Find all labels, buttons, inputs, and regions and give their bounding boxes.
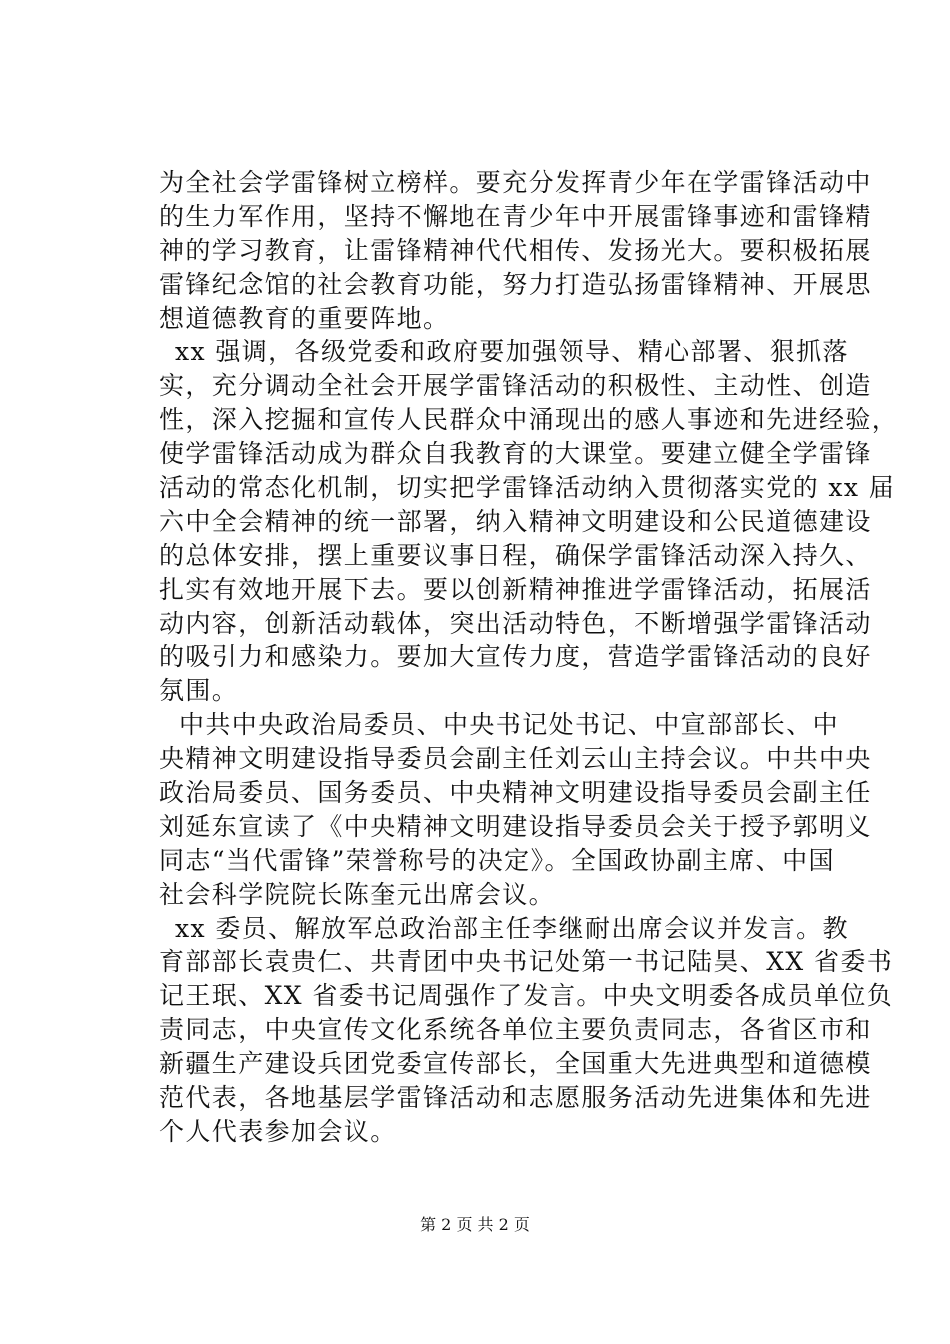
text-line: 扎实有效地开展下去。要以创新精神推进学雷锋活动，拓展活: [159, 574, 872, 604]
text-line: 雷锋纪念馆的社会教育功能，努力打造弘扬雷锋精神、开展思: [159, 269, 872, 299]
text-line: 的吸引力和感染力。要加大宣传力度，营造学雷锋活动的良好: [159, 642, 872, 672]
text-line: 记王珉、XX 省委书记周强作了发言。中央文明委各成员单位负: [159, 981, 894, 1011]
text-line: 想道德教育的重要阵地。: [159, 303, 450, 333]
text-line: 实，充分调动全社会开展学雷锋活动的积极性、主动性、创造: [159, 371, 872, 401]
paragraph-start-line: xx 委员、解放军总政治部主任李继耐出席会议并发言。教: [175, 913, 849, 943]
text-line: 六中全会精神的统一部署，纳入精神文明建设和公民道德建设: [159, 506, 872, 536]
text-line: 的总体安排，摆上重要议事日程，确保学雷锋活动深入持久、: [159, 540, 872, 570]
text-line: 氛围。: [159, 676, 239, 706]
paragraph-start-line: 中共中央政治局委员、中央书记处书记、中宣部部长、中: [179, 710, 840, 740]
text-line: 个人代表参加会议。: [159, 1116, 397, 1146]
text-line: 为全社会学雷锋树立榜样。要充分发挥青少年在学雷锋活动中: [159, 168, 872, 197]
text-line: 育部部长袁贵仁、共青团中央书记处第一书记陆昊、XX 省委书: [159, 947, 894, 977]
text-line: 性，深入挖掘和宣传人民群众中涌现出的感人事迹和先进经验，: [159, 405, 899, 435]
text-line: 责同志，中央宣传文化系统各单位主要负责同志，各省区市和: [159, 1015, 872, 1045]
text-line: 动内容，创新活动载体，突出活动特色，不断增强学雷锋活动: [159, 608, 872, 638]
text-line: 政治局委员、国务委员、中央精神文明建设指导委员会副主任: [159, 778, 872, 808]
page-number: 第 2 页 共 2 页: [420, 1215, 530, 1234]
text-line: 的生力军作用，坚持不懈地在青少年中开展雷锋事迹和雷锋精: [159, 201, 872, 231]
text-line: 新疆生产建设兵团党委宣传部长，全国重大先进典型和道德模: [159, 1049, 872, 1079]
text-line: 社会科学院院长陈奎元出席会议。: [159, 879, 556, 909]
text-line: 使学雷锋活动成为群众自我教育的大课堂。要建立健全学雷锋: [159, 439, 872, 469]
text-line: 同志“当代雷锋”荣誉称号的决定》。全国政协副主席、中国: [159, 845, 835, 875]
page-footer: [0, 1215, 950, 1235]
text-line: 范代表，各地基层学雷锋活动和志愿服务活动先进集体和先进: [159, 1083, 872, 1113]
text-line: 刘延东宣读了《中央精神文明建设指导委员会关于授予郭明义: [159, 811, 872, 841]
paragraph-start-line: xx 强调，各级党委和政府要加强领导、精心部署、狠抓落: [175, 337, 849, 367]
document-body: [159, 166, 899, 1149]
text-line: 活动的常态化机制，切实把学雷锋活动纳入贯彻落实党的 xx 届: [159, 473, 896, 503]
text-line: 央精神文明建设指导委员会副主任刘云山主持会议。中共中央: [159, 744, 872, 774]
text-line: 神的学习教育，让雷锋精神代代相传、发扬光大。要积极拓展: [159, 235, 872, 265]
